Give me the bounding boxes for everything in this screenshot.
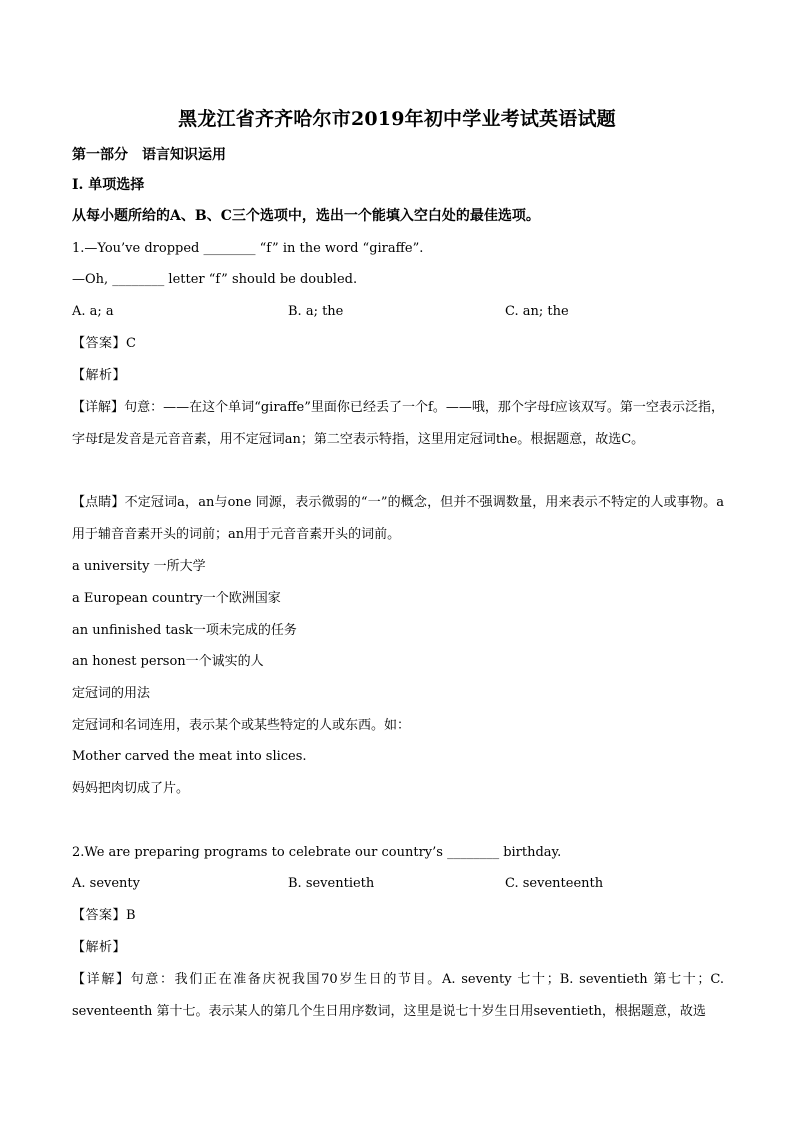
q2-answer: 【答案】B — [72, 908, 137, 923]
q1-option-b: B. a; the — [288, 304, 344, 319]
q2-option-a: A. seventy — [72, 876, 140, 891]
q1-note-paragraph — [72, 487, 724, 550]
q2-option-b: B. seventieth — [288, 876, 375, 891]
q2-detail-text: 【详解】句意：我们正在准备庆祝我国70岁生日的节目。A. seventy 七十；B. seventieth 第七十；C. seventeenth 第十七。表示某人的第几个生日用序数词，这里是说七十岁生日用seventieth，根据题意，故选 — [72, 972, 724, 1019]
q1-option-a: A. a; a — [72, 304, 114, 319]
q1-example-2: a European country一个欧洲国家 — [72, 591, 281, 606]
q2-option-c: C. seventeenth — [505, 876, 604, 891]
q1-example-5: 定冠词的用法 — [72, 686, 151, 701]
q1-option-c: C. an; the — [505, 304, 569, 319]
q1-answer: 【答案】C — [72, 336, 137, 351]
part-heading: 第一部分 语言知识运用 — [72, 147, 226, 163]
q1-note-text: 【点睛】不定冠词a，an与one 同源，表示微弱的“一”的概念，但并不强调数量，用来表示不特定的人或事物。a用于辅音音素开头的词前；an用于元音音素开头的词前。 — [72, 495, 724, 542]
q1-detail-paragraph — [72, 392, 724, 455]
instruction-text: 从每小题所给的A、B、C三个选项中，选出一个能填入空白处的最佳选项。 — [72, 208, 540, 224]
q1-example-3: an unfinished task一项未完成的任务 — [72, 623, 297, 638]
q1-example-6: 定冠词和名词连用，表示某个或某些特定的人或东西。如： — [72, 718, 411, 733]
q1-detail-text: 【详解】句意：——在这个单词“giraffe”里面你已经丢了一个f。——哦，那个字母f应该双写。第一空表示泛指，字母f是发音是元音音素，用不定冠词an；第二空表示特指，这里用定冠词the。根据题意，故选C。 — [72, 400, 724, 447]
q1-example-1: a university 一所大学 — [72, 559, 206, 574]
q1-stem-line1: 1.—You’ve dropped ________ “f” in the word “giraffe”. — [72, 241, 424, 256]
q1-analysis-label: 【解析】 — [72, 368, 127, 383]
q2-detail-paragraph — [72, 964, 724, 1027]
q2-analysis-label: 【解析】 — [72, 940, 127, 955]
q1-example-4: an honest person一个诚实的人 — [72, 654, 264, 669]
q2-stem: 2.We are preparing programs to celebrate our country’s ________ birthday. — [72, 845, 562, 860]
section-heading: Ⅰ. 单项选择 — [72, 177, 145, 193]
q1-stem-line2: —Oh, ________ letter “f” should be doubled. — [72, 272, 358, 287]
q1-example-7: Mother carved the meat into slices. — [72, 749, 307, 764]
document-title: 黑龙江省齐齐哈尔市2019年初中学业考试英语试题 — [178, 108, 616, 130]
q1-example-8: 妈妈把肉切成了片。 — [72, 781, 190, 796]
